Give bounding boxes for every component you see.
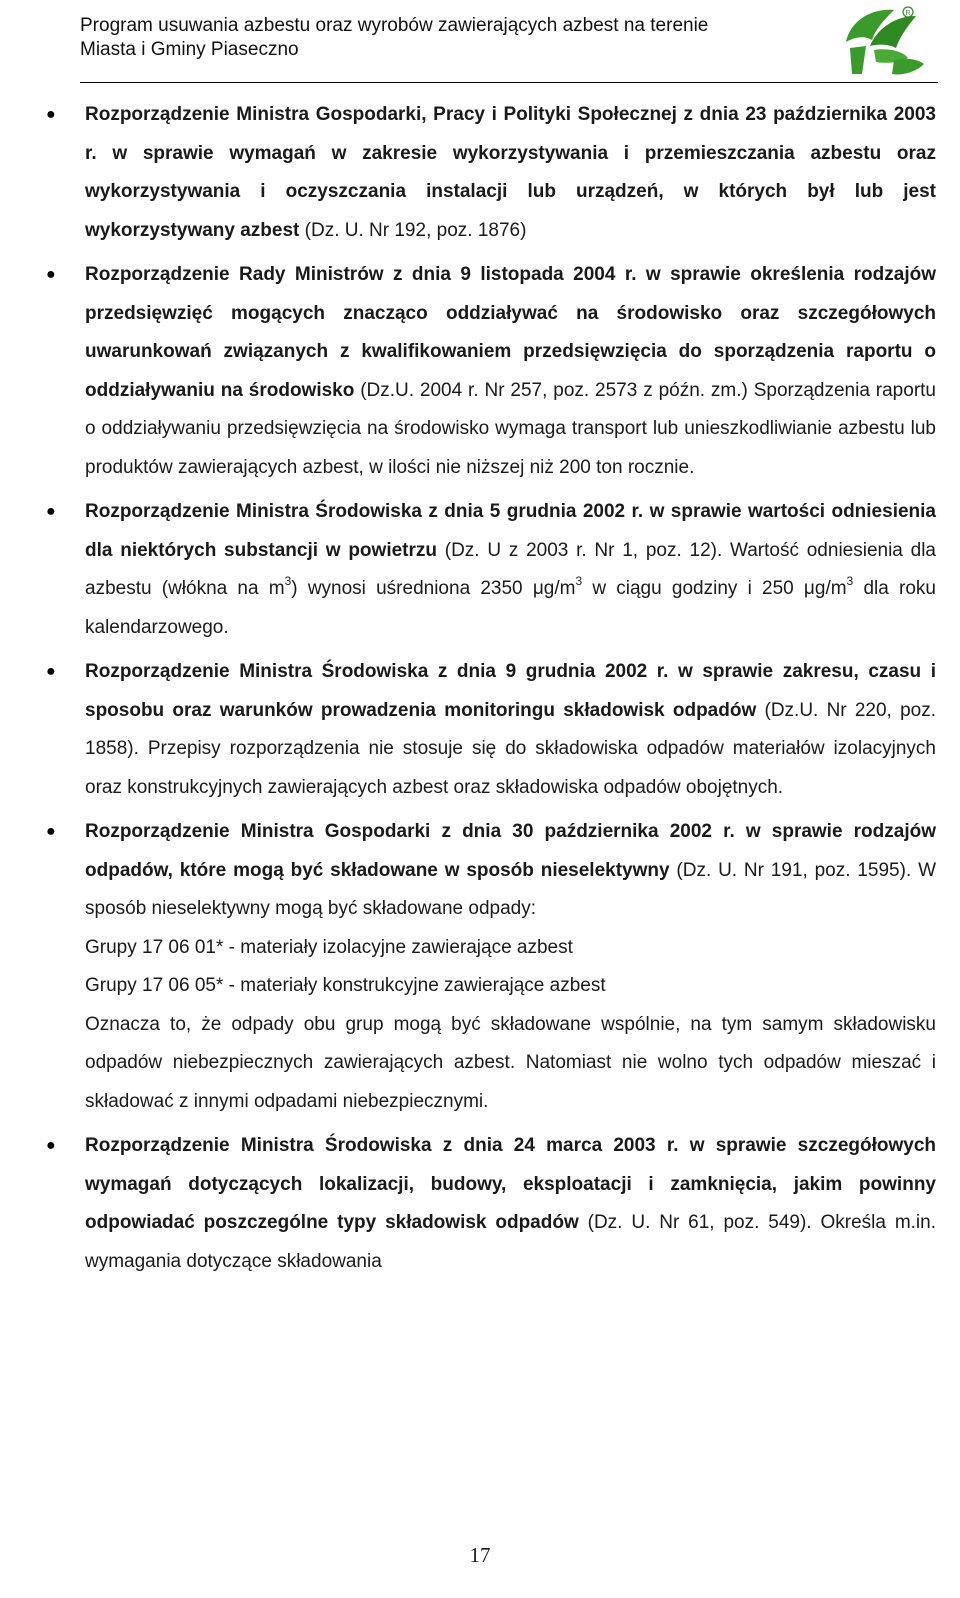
page-header bbox=[0, 0, 960, 86]
waste-paragraph: Oznacza to, że odpady obu grup mogą być składowane wspólnie, na tym samym składowisku odpadów niebezpiecznych zawierających azbest. Natomiast nie wolno tych odpadów mieszać i składować z innymi odpadami niebezpiecznymi. bbox=[85, 1013, 936, 1112]
list-item bbox=[0, 493, 960, 647]
regulation-title: Rozporządzenie Ministra Środowiska z dnia 5 grudnia 2002 r. w sprawie wartości odniesienia dla niektórych substancji w powietrzu bbox=[85, 501, 936, 561]
list-item bbox=[0, 653, 960, 807]
header-divider bbox=[80, 82, 938, 83]
bullet-icon: ● bbox=[46, 106, 56, 123]
header-title bbox=[80, 14, 780, 62]
regulation-details: dla roku kalendarzowego. bbox=[85, 578, 936, 638]
superscript: 3 bbox=[575, 573, 583, 588]
list-item bbox=[0, 813, 960, 929]
regulation-title: Rozporządzenie Ministra Gospodarki, Pracy i Polityki Społecznej z dnia 23 października 2003 r. w sprawie wymagań w zakresie wykorzystywania i przemieszczania azbestu oraz wykorzystywania i oczyszczania instalacji lub urządzeń, w których był lub jest wykorzystywany azbest bbox=[85, 104, 936, 241]
waste-group-line: Grupy 17 06 01* - materiały izolacyjne zawierające azbest bbox=[85, 936, 573, 958]
waste-group-line: Grupy 17 06 05* - materiały konstrukcyjne zawierające azbest bbox=[85, 975, 606, 996]
bullet-icon: ● bbox=[46, 503, 56, 520]
regulation-details: (Dz. U z 2003 r. Nr 1, poz. 12). Wartość odniesienia dla azbestu (włókna na m bbox=[85, 539, 936, 599]
regulation-details: (Dz. U. Nr 191, poz. 1595). W sposób nieselektywny mogą być składowane odpady: bbox=[85, 859, 937, 919]
list-item bbox=[0, 96, 960, 250]
regulation-title: Rozporządzenie Ministra Środowiska z dnia 24 marca 2003 r. w sprawie szczegółowych wymagań dotyczących lokalizacji, budowy, eksploatacji i zamknięcia, jakim powinny odpowiadać poszczególne typy składowisk odpadów bbox=[85, 1135, 936, 1233]
regulation-details: (Dz. U. Nr 61, poz. 549). Określa m.in. wymagania dotyczące składowania bbox=[85, 1212, 936, 1272]
superscript: 3 bbox=[284, 573, 292, 588]
regulation-details: (Dz. U. Nr 192, poz. 1876) bbox=[299, 219, 527, 241]
regulation-title: Rozporządzenie Ministra Gospodarki z dnia 30 października 2002 r. w sprawie rodzajów odpadów, które mogą być składowane w sposób nieselektywny bbox=[85, 821, 936, 881]
bullet-icon: ● bbox=[46, 823, 56, 840]
regulation-title: Rozporządzenie Rady Ministrów z dnia 9 listopada 2004 r. w sprawie określenia rodzajów przedsięwzięć mogących znacząco oddziaływać na środowisko oraz szczegółowych uwarunkowań związanych z kwalifikowaniem przedsięwzięcia do sporządzenia raportu o oddziaływaniu na środowisko bbox=[85, 264, 936, 401]
document-body bbox=[0, 96, 960, 1287]
regulation-details: (Dz.U. 2004 r. Nr 257, poz. 2573 z późn. zm.) Sporządzenia raportu o oddziaływaniu przedsięwzięcia na środowisko wymaga transport lub unieszkodliwianie azbestu lub produktów zawierających azbest, w ilości nie niższej niż 200 ton rocznie. bbox=[85, 379, 936, 478]
regulation-details: ) wynosi uśredniona 2350 μg/m bbox=[291, 578, 576, 599]
header-title-line-1: Program usuwania azbestu oraz wyrobów zawierających azbest na terenie bbox=[80, 15, 709, 36]
bullet-icon: ● bbox=[46, 266, 56, 283]
bullet-icon: ● bbox=[46, 1137, 56, 1154]
list-item bbox=[0, 1127, 960, 1281]
regulation-details: (Dz.U. Nr 220, poz. 1858). Przepisy rozporządzenia nie stosuje się do składowiska odpadów materiałów izolacyjnych oraz konstrukcyjnych zawierających azbest oraz składowiska odpadów obojętnych. bbox=[85, 699, 936, 798]
page-number: 17 bbox=[469, 1543, 491, 1567]
regulation-details: w ciągu godziny i 250 μg/m bbox=[582, 578, 847, 599]
regulation-title: Rozporządzenie Ministra Środowiska z dnia 9 grudnia 2002 r. w sprawie zakresu, czasu i sposobu oraz warunków prowadzenia monitoringu składowisk odpadów bbox=[85, 661, 936, 721]
superscript: 3 bbox=[846, 573, 854, 588]
header-title-line-2: Miasta i Gminy Piaseczno bbox=[80, 39, 299, 60]
program-logo bbox=[836, 2, 934, 82]
list-item bbox=[0, 256, 960, 487]
bullet-icon: ● bbox=[46, 663, 56, 680]
svg-text:R: R bbox=[905, 10, 911, 17]
